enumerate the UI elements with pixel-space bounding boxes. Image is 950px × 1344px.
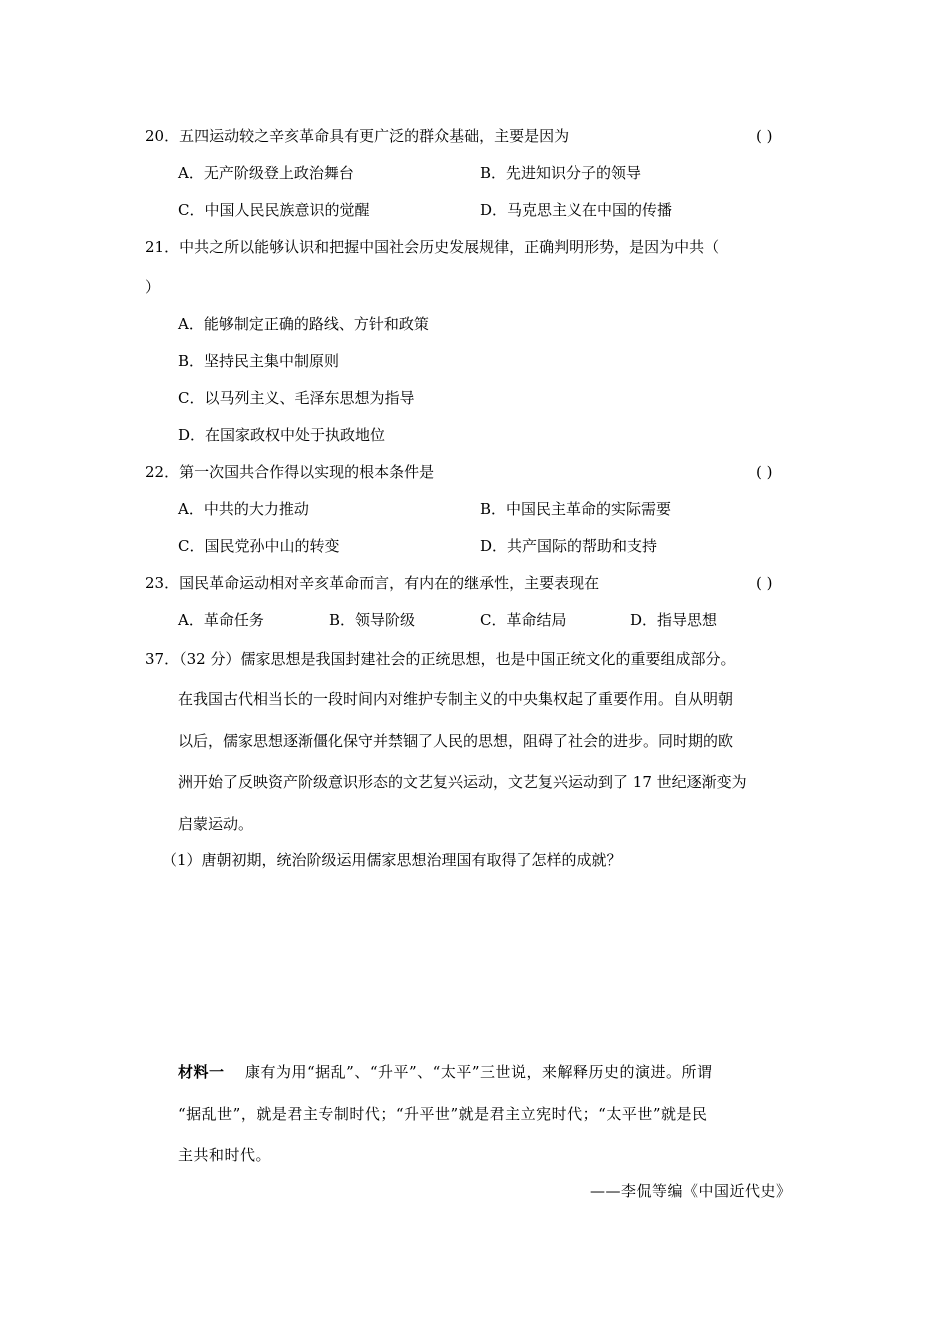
q20-option-b: B．先进知识分子的领导	[480, 164, 642, 182]
q21-option-d: D．在国家政权中处于执政地位	[178, 426, 386, 444]
q23-option-b: B．领导阶级	[329, 611, 416, 629]
material-label: 材料一	[178, 1063, 225, 1081]
q21-stem-continuation: ）	[145, 278, 161, 296]
material-line-2: “据乱世”，就是君主专制时代；“升平世”就是君主立宪时代；“太平世”就是民	[178, 1105, 708, 1123]
q23-stem: 23．国民革命运动相对辛亥革命而言，有内在的继承性，主要表现在	[145, 574, 600, 592]
q20-answer-paren: ( )	[756, 127, 773, 145]
q21-option-c: C．以马列主义、毛泽东思想为指导	[178, 389, 415, 407]
q20-stem: 20．五四运动较之辛亥革命具有更广泛的群众基础，主要是因为	[145, 127, 570, 145]
q37-subquestion-1: （1）唐朝初期，统治阶级运用儒家思想治理国有取得了怎样的成就？	[162, 851, 622, 869]
q22-stem: 22．第一次国共合作得以实现的根本条件是	[145, 463, 435, 481]
q22-answer-paren: ( )	[756, 463, 773, 481]
q21-option-b: B．坚持民主集中制原则	[178, 352, 340, 370]
material-line-3: 主共和时代。	[178, 1146, 272, 1164]
q21-stem: 21．中共之所以能够认识和把握中国社会历史发展规律，正确判明形势，是因为中共（	[145, 238, 720, 256]
q20-option-d: D．马克思主义在中国的传播	[480, 201, 673, 219]
q37-line-2: 在我国古代相当长的一段时间内对维护专制主义的中央集权起了重要作用。自从明朝	[178, 690, 734, 708]
q23-option-d: D．指导思想	[630, 611, 718, 629]
q23-option-c: C．革命结局	[480, 611, 567, 629]
q20-option-a: A．无产阶级登上政治舞台	[178, 164, 354, 182]
q37-line-3: 以后，儒家思想逐渐僵化保守并禁锢了人民的思想，阻碍了社会的进步。同时期的欧	[178, 732, 734, 750]
q20-option-c: C．中国人民民族意识的觉醒	[178, 201, 370, 219]
q23-option-a: A．革命任务	[178, 611, 264, 629]
q37-line-5: 启蒙运动。	[178, 815, 254, 833]
q22-option-a: A．中共的大力推动	[178, 500, 309, 518]
q22-option-d: D．共产国际的帮助和支持	[480, 537, 658, 555]
q37-line-1: 37．（32 分）儒家思想是我国封建社会的正统思想，也是中国正统文化的重要组成部分。	[145, 650, 736, 668]
q37-line-4: 洲开始了反映资产阶级意识形态的文艺复兴运动，文艺复兴运动到了 17 世纪逐渐变为	[178, 773, 747, 791]
q21-option-a: A．能够制定正确的路线、方针和政策	[178, 315, 429, 333]
q22-option-b: B．中国民主革命的实际需要	[480, 500, 672, 518]
material-line-1: 康有为用“据乱”、“升平”、“太平”三世说，来解释历史的演进。所谓	[245, 1063, 713, 1081]
q23-answer-paren: ( )	[756, 574, 773, 592]
q22-option-c: C．国民党孙中山的转变	[178, 537, 340, 555]
material-source: ——李侃等编《中国近代史》	[590, 1182, 792, 1200]
